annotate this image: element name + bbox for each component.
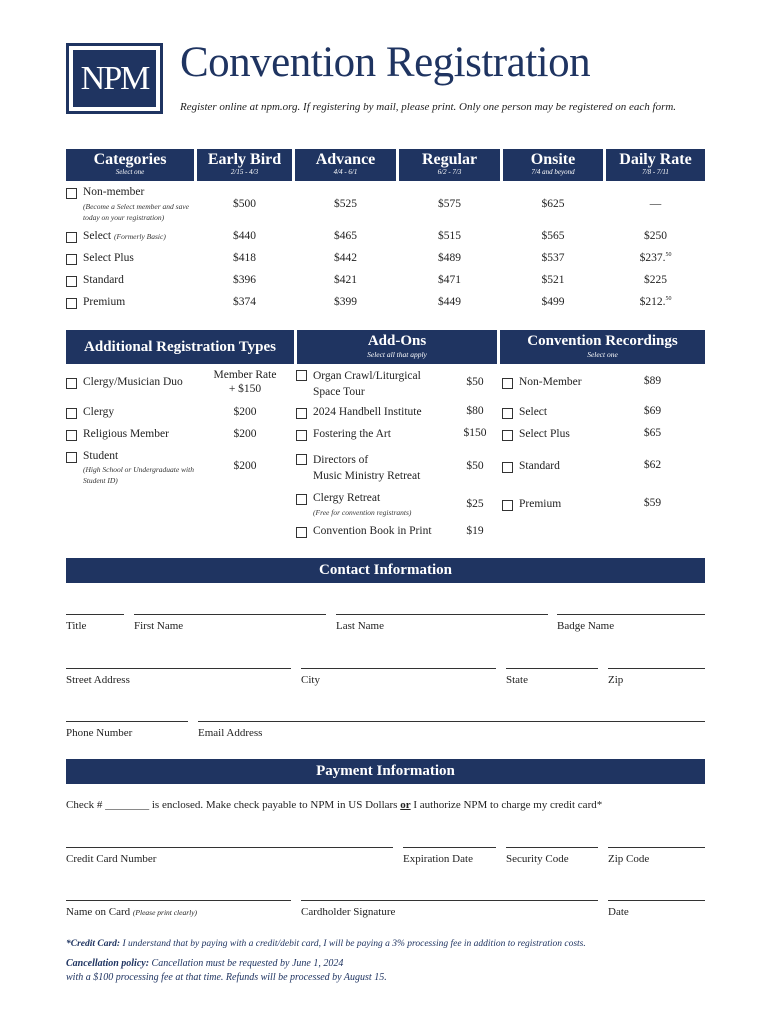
security-code-label: Security Code xyxy=(506,853,569,865)
addon-price: $25 xyxy=(466,498,484,510)
last-name-label: Last Name xyxy=(336,620,384,632)
addon-label: Fostering the Art xyxy=(313,428,391,440)
contact-header xyxy=(66,558,705,583)
price-cell: $399 xyxy=(334,296,357,308)
add-type-price: $200 xyxy=(233,428,257,440)
zip-field[interactable] xyxy=(608,668,705,669)
price-cell: $565 xyxy=(541,230,565,242)
name-on-card-text: Name on Card xyxy=(66,906,131,918)
price-cell: $250 xyxy=(644,230,667,242)
phone-label: Phone Number xyxy=(66,727,133,739)
zip-code-label: Zip Code xyxy=(608,853,650,865)
credit-card-note-bold: *Credit Card: xyxy=(66,939,121,949)
npm-logo xyxy=(66,43,163,114)
addon-price: $50 xyxy=(466,376,484,388)
add-type-label: Religious Member xyxy=(83,428,169,440)
contact-title: Contact Information xyxy=(319,562,452,578)
price-cell: $421 xyxy=(334,274,357,286)
addons-header xyxy=(297,330,497,364)
recording-price: $65 xyxy=(643,427,662,439)
price-cell: $442 xyxy=(334,252,357,264)
checkbox-religious-member[interactable] xyxy=(66,430,77,441)
recording-label: Non-Member xyxy=(519,376,582,388)
row-label-standard: Standard xyxy=(83,274,124,286)
add-type-label: Clergy xyxy=(83,406,115,418)
price-cell: $500 xyxy=(233,198,256,210)
first-name-label: First Name xyxy=(134,620,184,632)
recording-price: $89 xyxy=(643,375,662,387)
checkbox-rec-select-plus[interactable] xyxy=(502,430,513,441)
check-text-1: Check # ________ is enclosed. Make check payable to NPM in US Dollars xyxy=(66,799,401,811)
price-cell: — xyxy=(649,198,662,210)
col-header-advance xyxy=(295,149,396,181)
price-cell: $515 xyxy=(438,230,461,242)
addon-label: 2024 Handbell Institute xyxy=(313,406,422,418)
date-label: Date xyxy=(608,906,629,918)
signature-field[interactable] xyxy=(301,900,598,901)
recording-label: Select Plus xyxy=(519,428,570,440)
credit-card-note-text: I understand that by paying with a credit/debit card, I will be paying a 3% processing fee in addition to registration costs. xyxy=(120,939,586,949)
first-name-field[interactable] xyxy=(134,614,326,615)
addon-line-2: Music Ministry Retreat xyxy=(313,470,421,482)
price-cell: $449 xyxy=(438,296,461,308)
page-subtitle: Register online at npm.org. If registering by mail, please print. Only one person may be registered on each form. xyxy=(180,101,677,113)
price-cents: 50 xyxy=(665,252,672,259)
recording-price: $59 xyxy=(643,497,662,509)
badge-name-label: Badge Name xyxy=(557,620,615,632)
checkbox-clergy-retreat[interactable] xyxy=(296,494,307,505)
payment-header xyxy=(66,759,705,784)
price-cents: 50 xyxy=(665,296,672,303)
col-header-early-bird xyxy=(197,149,292,181)
checkbox-select-plus[interactable] xyxy=(66,254,77,265)
zip-label: Zip xyxy=(608,674,624,686)
checkbox-clergy-musician-duo[interactable] xyxy=(66,378,77,389)
checkbox-rec-select[interactable] xyxy=(502,408,513,419)
name-on-card-note: (Please print clearly) xyxy=(132,908,198,917)
col-label: Early Bird xyxy=(207,151,282,168)
recordings-header xyxy=(500,330,705,364)
recording-price: $62 xyxy=(643,459,662,471)
credit-card-note xyxy=(66,939,586,949)
addon-price: $150 xyxy=(463,427,487,439)
date-field[interactable] xyxy=(608,900,705,901)
price-cell-daily xyxy=(606,296,705,308)
addon-price: $50 xyxy=(466,460,484,472)
price-cell: $521 xyxy=(541,274,565,286)
addon-label: Convention Book in Print xyxy=(313,525,432,537)
addon-label xyxy=(313,452,420,484)
recording-label: Select xyxy=(519,406,548,418)
col-dates: 2/15 - 4/3 xyxy=(230,168,259,176)
security-code-field[interactable] xyxy=(506,847,598,848)
logo-text: NPM xyxy=(73,50,156,107)
price-cell: $525 xyxy=(334,198,357,210)
addon-price: $80 xyxy=(466,405,484,417)
checkbox-rec-standard[interactable] xyxy=(502,462,513,473)
price-cell: $418 xyxy=(233,252,256,264)
checkbox-rec-premium[interactable] xyxy=(502,500,513,511)
city-label: City xyxy=(301,674,320,686)
credit-card-field[interactable] xyxy=(66,847,393,848)
addon-line-1: Directors of xyxy=(313,454,369,466)
cancellation-note-2: with a $100 processing fee at that time. Refunds will be processed by August 15. xyxy=(66,972,387,983)
checkbox-directors-retreat[interactable] xyxy=(296,454,307,465)
addon-line-1: Organ Crawl/Liturgical xyxy=(313,370,421,382)
city-field[interactable] xyxy=(301,668,496,669)
categories-sub: Select one xyxy=(115,168,145,176)
col-header-daily-rate xyxy=(606,149,705,181)
price-dollars: $237. xyxy=(639,252,666,264)
add-type-label: Clergy/Musician Duo xyxy=(83,376,183,388)
checkbox-premium[interactable] xyxy=(66,298,77,309)
row-label-text: Select xyxy=(83,230,112,242)
checkbox-convention-book[interactable] xyxy=(296,527,307,538)
price-cell: $499 xyxy=(541,296,565,308)
check-or: or xyxy=(400,799,411,811)
col-header-regular xyxy=(399,149,500,181)
add-type-label: Student xyxy=(83,450,119,462)
addon-note: (Free for convention registrants) xyxy=(313,508,412,517)
col-dates: 7/4 and beyond xyxy=(531,168,575,176)
addon-label: Clergy Retreat xyxy=(313,492,381,504)
name-on-card-field[interactable] xyxy=(66,900,291,901)
row-label-select xyxy=(83,230,166,242)
row-label-non-member: Non-member xyxy=(83,186,145,198)
price-cell: $575 xyxy=(438,198,461,210)
price-cell: $465 xyxy=(334,230,357,242)
email-field[interactable] xyxy=(198,721,705,722)
cancellation-note-1 xyxy=(66,958,343,969)
add-type-price: $200 xyxy=(233,406,257,418)
checkbox-clergy[interactable] xyxy=(66,408,77,419)
price-cell: $374 xyxy=(233,296,256,308)
price-cell: $625 xyxy=(541,198,565,210)
check-statement xyxy=(66,799,602,811)
signature-label: Cardholder Signature xyxy=(301,906,396,918)
checkbox-non-member[interactable] xyxy=(66,188,77,199)
check-text-2: I authorize NPM to charge my credit card* xyxy=(410,799,603,811)
addons-title: Add-Ons xyxy=(367,333,427,349)
additional-title: Additional Registration Types xyxy=(84,339,276,355)
checkbox-handbell-institute[interactable] xyxy=(296,408,307,419)
state-label: State xyxy=(506,674,528,686)
price-line-1: Member Rate xyxy=(213,369,277,381)
cancellation-text-1: Cancellation must be requested by June 1, 2024 xyxy=(149,958,344,969)
title-label: Title xyxy=(66,620,87,632)
expiration-label: Expiration Date xyxy=(403,853,473,865)
last-name-field[interactable] xyxy=(336,614,548,615)
checkbox-rec-non-member[interactable] xyxy=(502,378,513,389)
price-cell: $396 xyxy=(233,274,256,286)
price-dollars: $212. xyxy=(639,296,666,308)
price-cell: $537 xyxy=(541,252,565,264)
row-note-select: (Formerly Basic) xyxy=(113,232,166,241)
col-header-onsite xyxy=(503,149,603,181)
price-cell: $471 xyxy=(438,274,461,286)
recording-price: $69 xyxy=(643,405,662,417)
name-on-card-label xyxy=(66,906,197,918)
price-cell: $440 xyxy=(233,230,256,242)
col-dates: 7/8 - 7/11 xyxy=(642,168,669,176)
col-label: Regular xyxy=(421,151,478,168)
price-cell-daily xyxy=(606,252,705,264)
expiration-field[interactable] xyxy=(403,847,496,848)
col-label: Advance xyxy=(315,151,376,168)
zip-code-field[interactable] xyxy=(608,847,705,848)
checkbox-select[interactable] xyxy=(66,232,77,243)
additional-header xyxy=(66,330,294,364)
add-type-price xyxy=(200,368,290,396)
add-type-note: (High School or Undergraduate with Student ID) xyxy=(83,465,194,485)
checkbox-student[interactable] xyxy=(66,452,77,463)
recording-label: Standard xyxy=(519,460,560,472)
street-address-label: Street Address xyxy=(66,674,130,686)
state-field[interactable] xyxy=(506,668,598,669)
checkbox-organ-crawl[interactable] xyxy=(296,370,307,381)
checkbox-fostering-the-art[interactable] xyxy=(296,430,307,441)
col-label: Daily Rate xyxy=(619,151,692,168)
col-dates: 4/4 - 6/1 xyxy=(333,168,358,176)
recordings-title: Convention Recordings xyxy=(527,333,678,349)
addon-price: $19 xyxy=(466,525,484,537)
phone-field[interactable] xyxy=(66,721,188,722)
price-cell: $489 xyxy=(438,252,461,264)
categories-header xyxy=(66,149,194,181)
credit-card-label: Credit Card Number xyxy=(66,853,157,865)
row-label-select-plus: Select Plus xyxy=(83,252,134,264)
col-label: Onsite xyxy=(530,151,576,168)
street-address-field[interactable] xyxy=(66,668,291,669)
recordings-sub: Select one xyxy=(587,350,618,359)
page-title: Convention Registration xyxy=(180,39,591,86)
col-dates: 6/2 - 7/3 xyxy=(437,168,462,176)
cancellation-bold: Cancellation policy: xyxy=(66,958,150,969)
addons-sub: Select all that apply xyxy=(367,350,427,359)
categories-title: Categories xyxy=(93,151,167,168)
addon-label xyxy=(313,368,421,400)
recording-label: Premium xyxy=(519,498,562,510)
title-field[interactable] xyxy=(66,614,124,615)
email-label: Email Address xyxy=(198,727,263,739)
price-cell: $225 xyxy=(644,274,667,286)
payment-title: Payment Information xyxy=(316,763,455,779)
checkbox-standard[interactable] xyxy=(66,276,77,287)
row-note-non-member: (Become a Select member and save today on your registration) xyxy=(83,202,189,222)
price-line-2: + $150 xyxy=(228,383,262,395)
addon-line-2: Space Tour xyxy=(313,386,365,398)
row-label-premium: Premium xyxy=(83,296,126,308)
badge-name-field[interactable] xyxy=(557,614,705,615)
add-type-price: $200 xyxy=(233,460,257,472)
